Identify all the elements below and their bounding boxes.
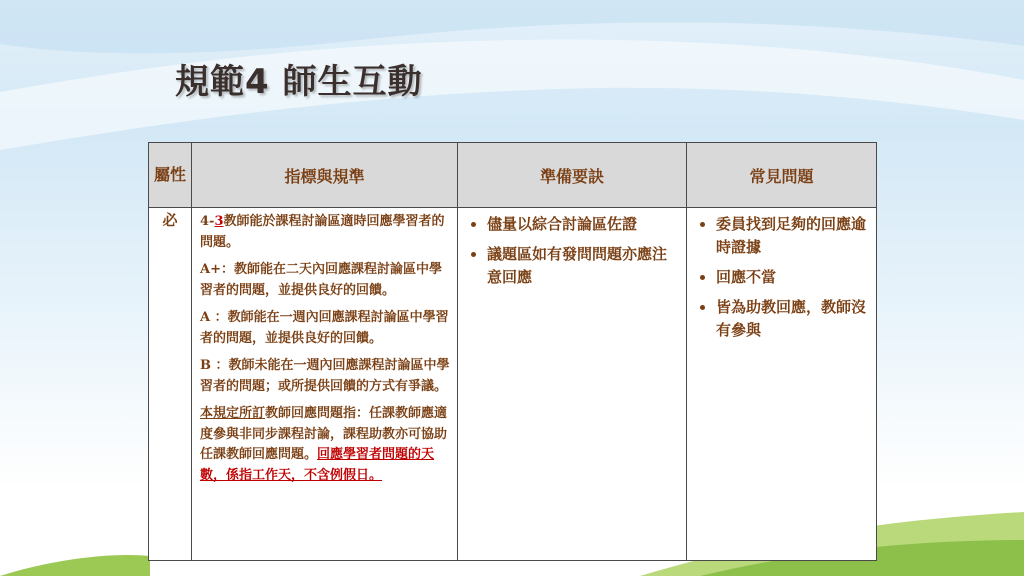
- note-text: 教師回應問題指：任課教師應適度參與非同步課程討論，課程助教亦可協助任課教師回應問題。: [200, 406, 448, 462]
- indicator-prefix: 4-: [200, 214, 215, 229]
- note-red: 回應學習者問題的天數，係指工作天，不含例假日。: [200, 447, 435, 483]
- note-underlined: 本規定所訂: [200, 406, 266, 421]
- table-row: [149, 208, 877, 561]
- preparation-cell: [458, 208, 687, 561]
- criterion-a: A ：教師能在一週內回應課程討論區中學習者的問題，並提供良好的回饋。: [200, 310, 449, 346]
- faq-item: • 委員找到足夠的回應逾時證據: [716, 213, 867, 259]
- preparation-item: • 儘量以綜合討論區佐證: [487, 213, 677, 236]
- header-indicator: 指標與規準: [192, 143, 458, 208]
- attribute-cell: 必: [149, 208, 192, 561]
- page-title: 規範4 師生互動: [175, 62, 423, 102]
- indicator-cell: [192, 208, 458, 561]
- standards-table: [148, 142, 877, 561]
- faq-cell: [687, 208, 877, 561]
- indicator-item: [193, 209, 456, 253]
- criterion-b: B ：教師未能在一週內回應課程討論區中學習者的問題；或所提供回饋的方式有爭議。: [200, 358, 450, 394]
- preparation-item: • 議題區如有發問問題亦應注意回應: [487, 243, 677, 289]
- header-attribute: 屬性: [149, 143, 192, 208]
- criterion-a-plus: A+：教師能在二天內回應課程討論區中學習者的問題，並提供良好的回饋。: [200, 262, 442, 298]
- indicator-text: 教師能於課程討論區適時回應學習者的問題。: [200, 214, 445, 250]
- faq-item: • 回應不當: [716, 266, 867, 289]
- header-faq: 常見問題: [687, 143, 877, 208]
- table-header-row: [149, 143, 877, 208]
- indicator-note: [193, 404, 456, 486]
- faq-item: • 皆為助教回應，教師沒有參與: [716, 296, 867, 342]
- indicator-number: 3: [214, 214, 224, 229]
- header-preparation: 準備要訣: [458, 143, 687, 208]
